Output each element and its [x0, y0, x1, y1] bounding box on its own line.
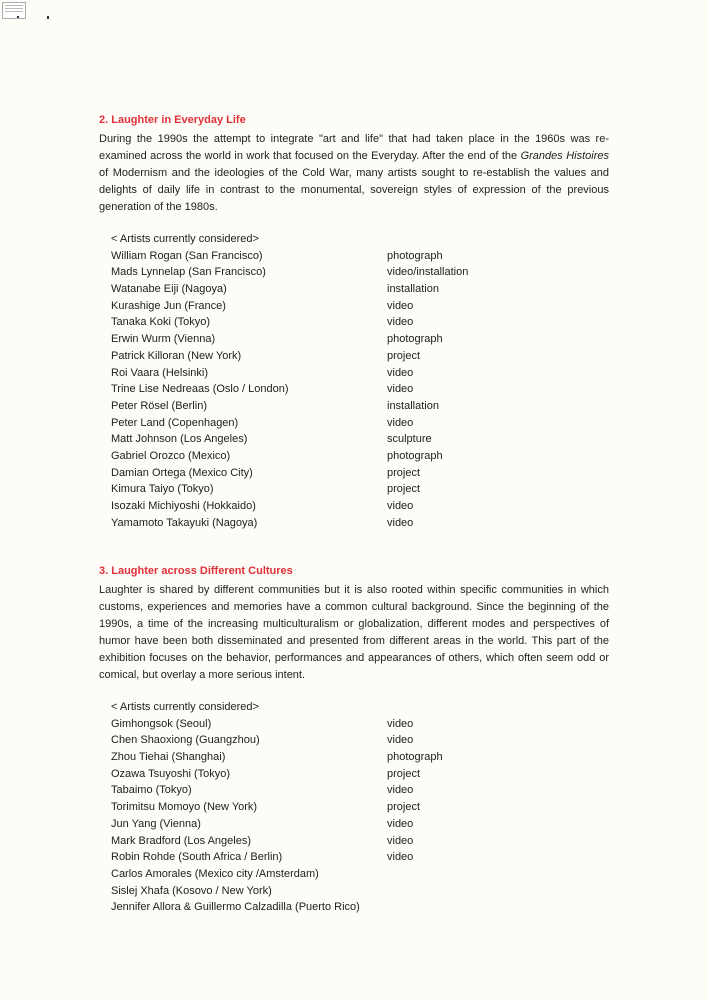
- artist-medium: [387, 883, 609, 900]
- artist-row: [111, 883, 609, 900]
- artist-name: Kimura Taiyo (Tokyo): [111, 483, 214, 496]
- artist-name: Robin Rohde (South Africa / Berlin): [111, 851, 283, 864]
- artist-name: Peter Rösel (Berlin): [111, 399, 207, 412]
- artist-row: [111, 866, 609, 883]
- section-laughter-everyday-life: [99, 113, 609, 531]
- artist-medium: photograph: [387, 449, 443, 462]
- artist-list: [99, 699, 609, 916]
- artist-row: [111, 766, 609, 783]
- artist-name: Mark Bradford (Los Angeles): [111, 834, 252, 847]
- artist-row: [111, 314, 609, 331]
- artist-name: Jun Yang (Vienna): [111, 817, 201, 830]
- artist-row: [111, 749, 609, 766]
- artist-row: [111, 381, 609, 398]
- artist-row: [111, 849, 609, 866]
- artist-name: William Rogan (San Francisco): [111, 249, 263, 262]
- artist-name: Patrick Killoran (New York): [111, 349, 242, 362]
- artist-medium: video: [387, 299, 414, 312]
- artist-medium: video/installation: [387, 266, 469, 279]
- artist-name: Sislej Xhafa (Kosovo / New York): [111, 884, 272, 897]
- artist-name: Jennifer Allora & Guillermo Calzadilla (Puerto Rico): [111, 901, 360, 914]
- artist-row: [111, 816, 609, 833]
- artist-row: [111, 515, 609, 532]
- scan-dot: [17, 16, 19, 18]
- artist-name: Trine Lise Nedreaas (Oslo / London): [111, 383, 289, 396]
- artist-medium: photograph: [387, 751, 443, 764]
- artist-name: Gimhongsok (Seoul): [111, 717, 212, 730]
- artist-medium: video: [387, 851, 414, 864]
- artist-name: Isozaki Michiyoshi (Hokkaido): [111, 500, 256, 512]
- section-laughter-across-cultures: [99, 564, 609, 916]
- artist-name: Kurashige Jun (France): [111, 299, 226, 312]
- artist-row: [111, 431, 609, 448]
- artist-list-title: < Artists currently considered>: [111, 233, 259, 245]
- artist-row: [111, 281, 609, 298]
- artist-row: [111, 716, 609, 733]
- artist-row: [111, 498, 609, 515]
- artist-row: [111, 365, 609, 382]
- artist-row: [111, 782, 609, 799]
- section-paragraph: During the 1990s the attempt to integrate "art and life" that had taken place in the 1960s was re-examined across the world in work that focused on the Everyday. After the end of the Grandes Histoires of Modernism and the ideologies of the Cold War, many artists sought to re-establish the values and delights of daily life in contrast to the monumental, sovereign styles of expression of the previous generation of the 1980s.: [99, 133, 609, 213]
- artist-row: [111, 248, 609, 265]
- artist-name: Tanaka Koki (Tokyo): [111, 316, 211, 329]
- artist-row: [111, 833, 609, 850]
- artist-medium: video: [387, 500, 414, 512]
- artist-medium: video: [387, 366, 414, 379]
- artist-name: Matt Johnson (Los Angeles): [111, 433, 248, 446]
- artist-name: Carlos Amorales (Mexico city /Amsterdam): [111, 867, 319, 880]
- artist-medium: video: [387, 416, 414, 429]
- artist-row: [111, 732, 609, 749]
- artist-name: Gabriel Orozco (Mexico): [111, 449, 231, 462]
- artist-medium: project: [387, 767, 421, 780]
- artist-list: [99, 231, 609, 531]
- artist-medium: project: [387, 483, 421, 496]
- artist-name: Erwin Wurm (Vienna): [111, 333, 216, 346]
- section-heading: 2. Laughter in Everyday Life: [99, 114, 246, 126]
- artist-row: [111, 264, 609, 281]
- artist-row: [111, 899, 609, 916]
- artist-medium: [387, 899, 609, 916]
- artist-medium: video: [387, 834, 414, 847]
- artist-name: Tabaimo (Tokyo): [111, 784, 192, 797]
- artist-medium: project: [387, 466, 421, 479]
- artist-name: Damian Ortega (Mexico City): [111, 466, 253, 479]
- artist-medium: photograph: [387, 333, 443, 346]
- artist-row: [111, 398, 609, 415]
- artist-medium: video: [387, 316, 414, 329]
- artist-name: Chen Shaoxiong (Guangzhou): [111, 734, 260, 747]
- artist-medium: installation: [387, 283, 439, 296]
- artist-name: Watanabe Eiji (Nagoya): [111, 283, 227, 296]
- artist-medium: sculpture: [387, 433, 432, 446]
- artist-row: [111, 448, 609, 465]
- scan-dot: [47, 16, 49, 19]
- artist-name: Roi Vaara (Helsinki): [111, 366, 208, 379]
- artist-row: [111, 799, 609, 816]
- artist-name: Mads Lynnelap (San Francisco): [111, 266, 266, 279]
- artist-row: [111, 298, 609, 315]
- artist-medium: installation: [387, 399, 439, 412]
- section-paragraph: Laughter is shared by different communities but it is also rooted within specific communities in which customs, experiences and memories have a common cultural background. Since the beginning of the 1990s, a time of the increasing multiculturalism or globalization, different modes and perspectives of humor have been both disseminated and presented from different areas in the world. This part of the exhibition focuses on the behavior, performances and appearances of others, which often seem odd or comical, but overlay a more serious intent.: [99, 584, 609, 681]
- artist-name: Ozawa Tsuyoshi (Tokyo): [111, 767, 231, 780]
- artist-medium: video: [387, 383, 414, 396]
- artist-name: Peter Land (Copenhagen): [111, 416, 239, 429]
- artist-medium: [387, 866, 609, 883]
- artist-name: Yamamoto Takayuki (Nagoya): [111, 516, 258, 529]
- artist-medium: video: [387, 817, 414, 830]
- artist-name: Torimitsu Momoyo (New York): [111, 801, 258, 814]
- artist-row: [111, 348, 609, 365]
- artist-name: Zhou Tiehai (Shanghai): [111, 751, 226, 764]
- artist-medium: video: [387, 717, 414, 730]
- artist-row: [111, 465, 609, 482]
- artist-medium: project: [387, 801, 421, 814]
- section-heading: 3. Laughter across Different Cultures: [99, 565, 293, 577]
- artist-row: [111, 331, 609, 348]
- artist-medium: project: [387, 349, 421, 362]
- scan-stamp: [2, 2, 26, 19]
- artist-list-title: < Artists currently considered>: [111, 701, 259, 713]
- artist-row: [111, 415, 609, 432]
- artist-medium: video: [387, 784, 414, 797]
- artist-medium: photograph: [387, 249, 443, 262]
- artist-medium: video: [387, 516, 414, 529]
- artist-medium: video: [387, 734, 414, 747]
- artist-row: [111, 481, 609, 498]
